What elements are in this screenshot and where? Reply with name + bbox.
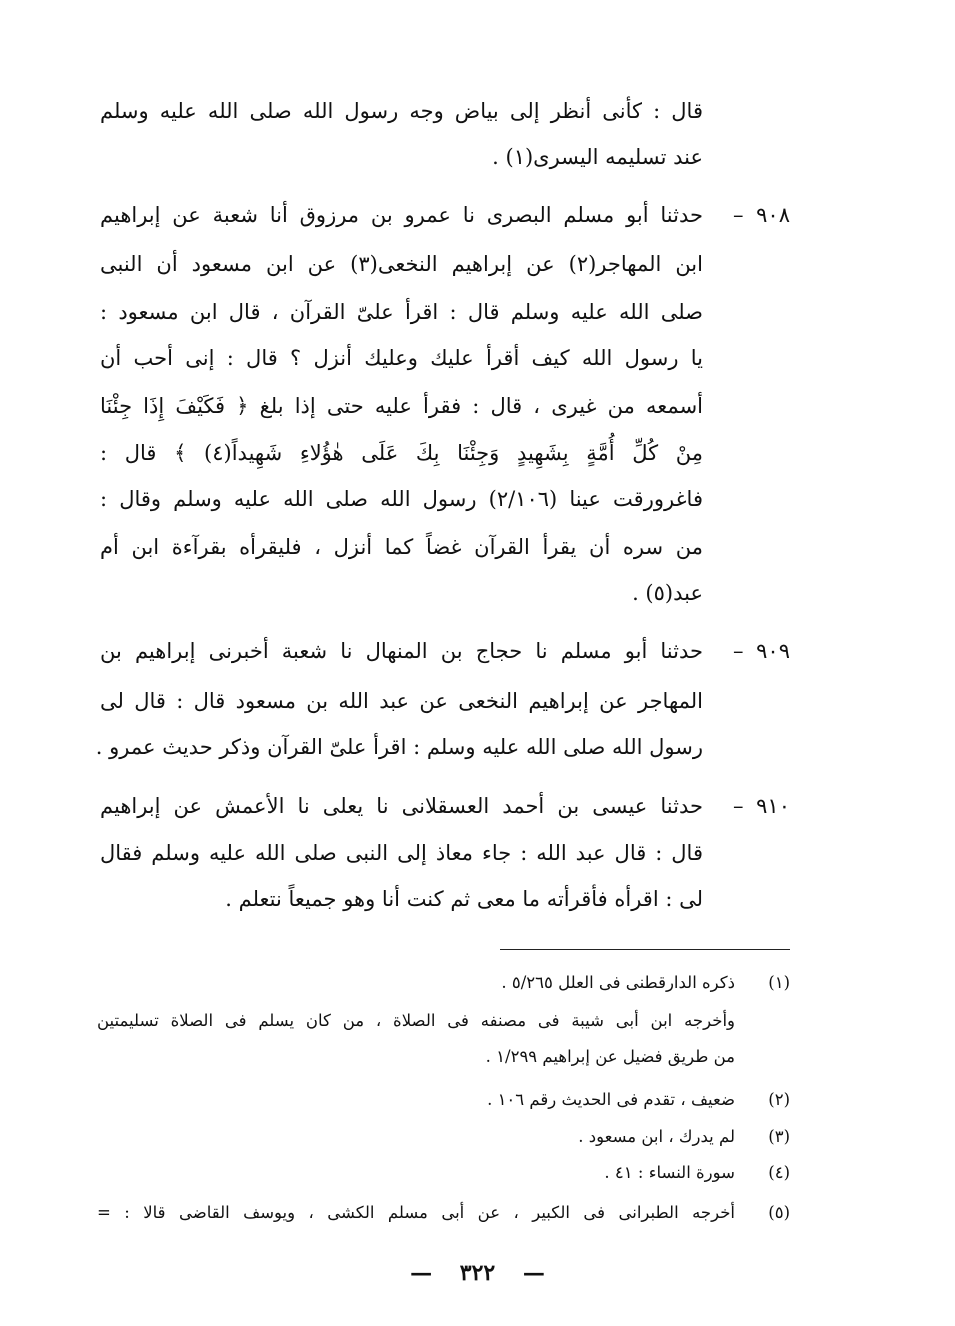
hadith-908-line: يا رسول الله كيف أقرأ عليك وعليك أنزل ؟ قال : إنى أحب أن <box>100 346 703 370</box>
footnote-marker: (١) <box>768 973 790 992</box>
footnote-separator <box>500 949 790 950</box>
footnote-text: من طريق فضيل عن إبراهيم ١/٢٩٩ . <box>485 1047 735 1066</box>
page-number <box>0 1258 955 1288</box>
hadith-910-line: لى : اقرأه فأقرأته ما معى ثم كنت أنا وهو جميعاً نتعلم . <box>225 887 703 911</box>
intro-line-2: عند تسليمه اليسرى(١) . <box>492 145 703 169</box>
hadith-number-909: ٩٠٩ – <box>732 639 790 663</box>
hadith-908-line: حدثنا أبو مسلم البصرى نا عمرو بن مرزوق أنا شعبة عن إبراهيم <box>100 203 703 227</box>
hadith-908-line: ابن المهاجر(٢) عن إبراهيم النخعى(٣) عن ابن مسعود أن النبى <box>100 252 703 276</box>
footnote-text: أخرجه الطبرانى فى الكبير ، عن أبى مسلم الكشى ، ويوسف القاضى قالا : = <box>97 1203 735 1222</box>
hadith-908-line: أسمعه من غيرى ، قال : فقرأ عليه حتى إذا بلغ ﴿ فَكَيْفَ إِذَا جِئْنَا <box>100 394 703 418</box>
intro-line-1: قال : كأنى أنظر إلى بياض وجه رسول الله صلى الله عليه وسلم <box>100 99 703 123</box>
hadith-number-910: ٩١٠ – <box>732 794 790 818</box>
footnote-marker: (٣) <box>768 1127 790 1146</box>
hadith-908-line: من سره أن يقرأ القرآن غضاً كما أنزل ، فليقرأه بقرآءة ابن أم <box>100 535 703 559</box>
page-number-value: ٣٢٢ <box>459 1260 496 1286</box>
hadith-909-line: رسول الله صلى الله عليه وسلم : اقرأ علىّ القرآن وذكر حديث عمرو . <box>95 735 703 759</box>
hadith-910-line: قال : قال عبد الله : جاء معاذ إلى النبى صلى الله عليه وسلم فقال <box>100 841 703 865</box>
page-number-dash-left: — <box>410 1260 433 1286</box>
footnote-marker: (٢) <box>768 1090 790 1109</box>
footnote-text: لم يدرك ، ابن مسعود . <box>578 1127 735 1146</box>
hadith-909-line: حدثنا أبو مسلم نا حجاج بن المنهال نا شعبة أخبرنى إبراهيم بن <box>100 639 703 663</box>
hadith-908-line: عبد(٥) . <box>632 581 703 605</box>
page-number-dash-right: — <box>522 1260 545 1286</box>
hadith-number-908: ٩٠٨ – <box>732 203 790 227</box>
footnote-text: سورة النساء : ٤١ . <box>604 1163 735 1182</box>
hadith-908-line: صلى الله عليه وسلم قال : اقرأ علىّ القرآن ، قال ابن مسعود : <box>100 300 703 324</box>
hadith-908-line: مِنْ كُلِّ أُمَّةٍ بِشَهِيدٍ وَجِئْنَا بِكَ عَلَى هٰؤُلاءِ شَهِيداً(٤) ﴾ قال : <box>100 441 703 465</box>
footnote-marker: (٤) <box>768 1163 790 1182</box>
hadith-908-line: فاغرورقت عينا (٢/١٠٦) رسول الله صلى الله عليه وسلم وقال : <box>100 487 703 511</box>
hadith-910-line: حدثنا عيسى بن أحمد العسقلانى نا يعلى نا الأعمش عن إبراهيم <box>100 794 703 818</box>
footnote-text: ضعيف ، تقدم فى الحديث رقم ١٠٦ . <box>487 1090 735 1109</box>
footnote-text: ذكره الدارقطنى فى العلل ٥/٢٦٥ . <box>501 973 735 992</box>
footnote-marker: (٥) <box>768 1203 790 1222</box>
footnote-text: وأخرجه ابن أبى شيبة فى مصنفه فى الصلاة ، من كان يسلم فى الصلاة تسليمتين <box>97 1011 735 1030</box>
hadith-909-line: المهاجر عن إبراهيم النخعى عن عبد الله بن مسعود قال : قال لى <box>100 689 703 713</box>
